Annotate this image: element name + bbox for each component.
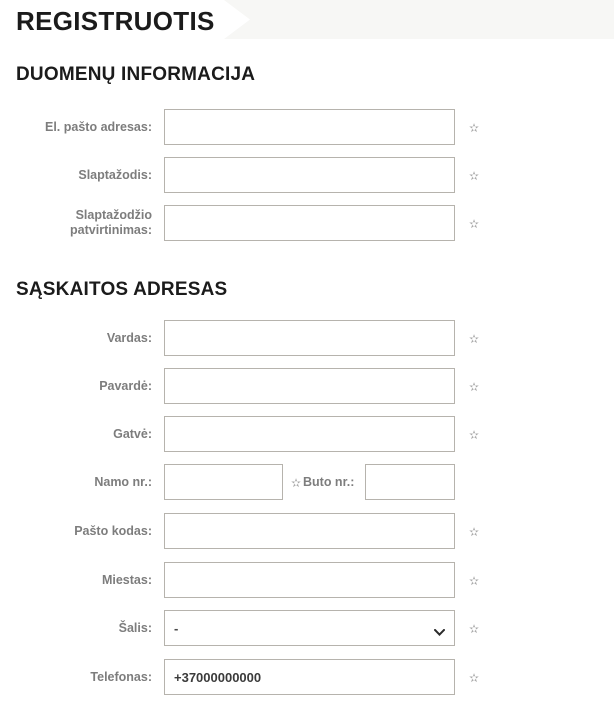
- section-heading-billing-address: SĄSKAITOS ADRESAS: [16, 279, 228, 300]
- label-street: Gatvė:: [113, 427, 152, 441]
- required-star-icon: ✫: [469, 671, 480, 685]
- label-postcode: Pašto kodas:: [74, 524, 152, 538]
- postcode-field[interactable]: [164, 513, 455, 549]
- label-city: Miestas:: [101, 573, 152, 587]
- label-last-name: Pavardė:: [99, 379, 152, 393]
- label-password: Slaptažodis:: [78, 168, 152, 182]
- label-email: El. pašto adresas:: [45, 120, 152, 134]
- page-header-banner: [0, 0, 614, 39]
- label-house-number: Namo nr.:: [94, 475, 152, 489]
- house-number-field[interactable]: [164, 464, 283, 500]
- country-select[interactable]: [164, 610, 455, 646]
- banner-ribbon-shape: [224, 0, 614, 39]
- phone-field[interactable]: [164, 659, 455, 695]
- label-first-name: Vardas:: [106, 331, 152, 345]
- required-star-icon: ✫: [469, 622, 480, 636]
- label-country: Šalis:: [118, 621, 152, 635]
- email-field[interactable]: [164, 109, 455, 145]
- page-title: REGISTRUOTIS: [16, 6, 215, 36]
- apartment-number-field[interactable]: [365, 464, 455, 500]
- required-star-icon: ✫: [469, 428, 480, 442]
- required-star-icon: ✫: [469, 169, 480, 183]
- required-star-icon: ✫: [469, 380, 480, 394]
- password-confirm-field[interactable]: [164, 205, 455, 241]
- required-star-icon: ✫: [469, 525, 480, 539]
- country-select-wrapper[interactable]: [164, 610, 455, 646]
- first-name-field[interactable]: [164, 320, 455, 356]
- label-password-confirm: Slaptažodžio patvirtinimas:: [70, 208, 152, 237]
- last-name-field[interactable]: [164, 368, 455, 404]
- city-field[interactable]: [164, 562, 455, 598]
- password-field[interactable]: [164, 157, 455, 193]
- label-apartment-number: Buto nr.:: [303, 475, 355, 489]
- required-star-icon: ✫: [291, 476, 302, 490]
- required-star-icon: ✫: [469, 332, 480, 346]
- section-heading-account-info: DUOMENŲ INFORMACIJA: [16, 64, 256, 85]
- required-star-icon: ✫: [469, 574, 480, 588]
- label-phone: Telefonas:: [90, 670, 152, 684]
- required-star-icon: ✫: [469, 217, 480, 231]
- street-field[interactable]: [164, 416, 455, 452]
- required-star-icon: ✫: [469, 121, 480, 135]
